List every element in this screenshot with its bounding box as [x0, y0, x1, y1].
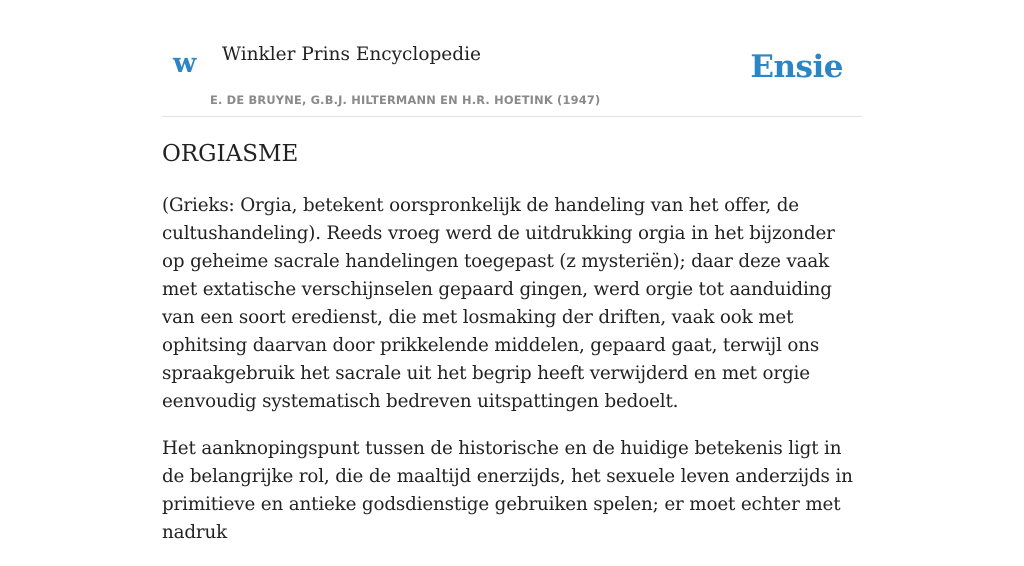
- encyclopedia-title[interactable]: Winkler Prins Encyclopedie: [222, 44, 481, 65]
- authors-line: E. DE BRUYNE, G.B.J. HILTERMANN EN H.R. HOETINK (1947): [210, 93, 601, 107]
- encyclopedia-logo-icon[interactable]: w: [173, 48, 197, 79]
- paragraph: Het aanknopingspunt tussen de historische en de huidige betekenis ligt in de belangrijke rol, die de maaltijd enerzijds, het sexuele leven anderzijds in primitieve en antieke godsdienstige gebruiken spelen; er moet echter met nadruk: [162, 438, 853, 543]
- page: [162, 0, 862, 543]
- ensie-brand-logo[interactable]: Ensie: [750, 49, 843, 85]
- entry-title: ORGIASME: [162, 141, 299, 167]
- entry-body: [162, 192, 862, 566]
- header: [162, 0, 862, 117]
- paragraph: (Grieks: Orgia, betekent oorspronkelijk de handeling van het offer, de cultushandeling). Reeds vroeg werd de uitdrukking orgia in het bijzonder op geheime sacrale handelingen toegepast (z mysteriën); daar deze vaak met extatische verschijnselen gepaard gingen, werd orgie tot aanduiding van een soort eredienst, die met losmaking der driften, vaak ook met ophitsing daarvan door prikkelende middelen, gepaard gaat, terwijl ons spraakgebruik het sacrale uit het begrip heeft verwijderd en met orgie eenvoudig systematisch bedreven uitspattingen bedoelt.: [162, 195, 835, 412]
